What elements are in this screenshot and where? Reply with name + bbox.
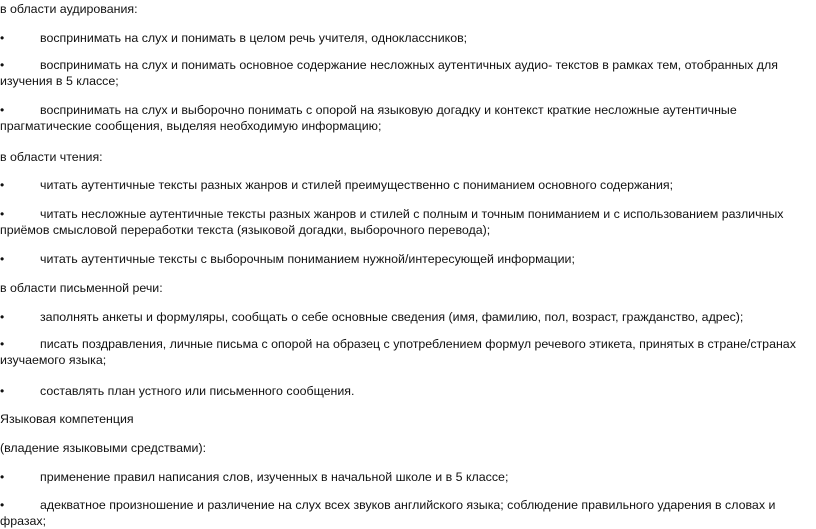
bullet-icon: • bbox=[0, 31, 5, 45]
list-item-text: читать аутентичные тексты разных жанров и стилей преимущественно с пониманием основного содержания; bbox=[40, 178, 674, 192]
list-item-text: заполнять анкеты и формуляры, сообщать о себе основные сведения (имя, фамилию, пол, возраст, гражданство, адрес); bbox=[40, 310, 744, 324]
list-item-text: читать аутентичные тексты с выборочным пониманием нужной/интересующей информации; bbox=[40, 252, 575, 266]
list-item-text: воспринимать на слух и понимать в целом речь учителя, одноклассников; bbox=[40, 31, 468, 45]
list-item bbox=[0, 469, 800, 485]
list-item-text: составлять план устного или письменного сообщения. bbox=[40, 384, 355, 398]
section-subheading-language: (владение языковыми средствами): bbox=[0, 441, 207, 455]
section-heading-reading: в области чтения: bbox=[0, 150, 103, 164]
list-item bbox=[0, 57, 800, 89]
list-item bbox=[0, 309, 800, 325]
bullet-icon: • bbox=[0, 58, 5, 72]
bullet-icon: • bbox=[0, 337, 5, 351]
list-item bbox=[0, 497, 800, 529]
bullet-icon: • bbox=[0, 470, 5, 484]
section-heading-language: Языковая компетенция bbox=[0, 412, 134, 426]
section-heading-listening: в области аудирования: bbox=[0, 2, 138, 16]
list-item-text: читать несложные аутентичные тексты разных жанров и стилей с полным и точным пониманием и с использованием различных приёмов смысловой переработки текста (языковой догадки, выборочного перевода); bbox=[0, 207, 784, 237]
section-heading-writing: в области письменной речи: bbox=[0, 281, 163, 295]
list-item bbox=[0, 206, 800, 238]
list-item-text: применение правил написания слов, изученных в начальной школе и в 5 классе; bbox=[40, 470, 509, 484]
list-item bbox=[0, 177, 800, 193]
list-item bbox=[0, 30, 800, 46]
bullet-icon: • bbox=[0, 178, 5, 192]
list-item-text: писать поздравления, личные письма с опорой на образец с употреблением формул речевого этикета, принятых в стране/странах изучаемого языка; bbox=[0, 337, 796, 367]
list-item bbox=[0, 383, 800, 399]
bullet-icon: • bbox=[0, 103, 5, 117]
list-item bbox=[0, 102, 800, 134]
bullet-icon: • bbox=[0, 498, 5, 512]
bullet-icon: • bbox=[0, 207, 5, 221]
bullet-icon: • bbox=[0, 252, 5, 266]
list-item-text: воспринимать на слух и понимать основное содержание несложных аутентичных аудио- текстов в рамках тем, отобранных для изучения в 5 классе; bbox=[0, 58, 778, 88]
bullet-icon: • bbox=[0, 384, 5, 398]
bullet-icon: • bbox=[0, 310, 5, 324]
list-item-text: адекватное произношение и различение на слух всех звуков английского языка; соблюдение правильного ударения в словах и фразах; bbox=[0, 498, 776, 528]
list-item-text: воспринимать на слух и выборочно понимать с опорой на языковую догадку и контекст краткие несложные аутентичные прагматические сообщения, выделяя необходимую информацию; bbox=[0, 103, 737, 133]
list-item bbox=[0, 336, 800, 368]
list-item bbox=[0, 251, 800, 267]
